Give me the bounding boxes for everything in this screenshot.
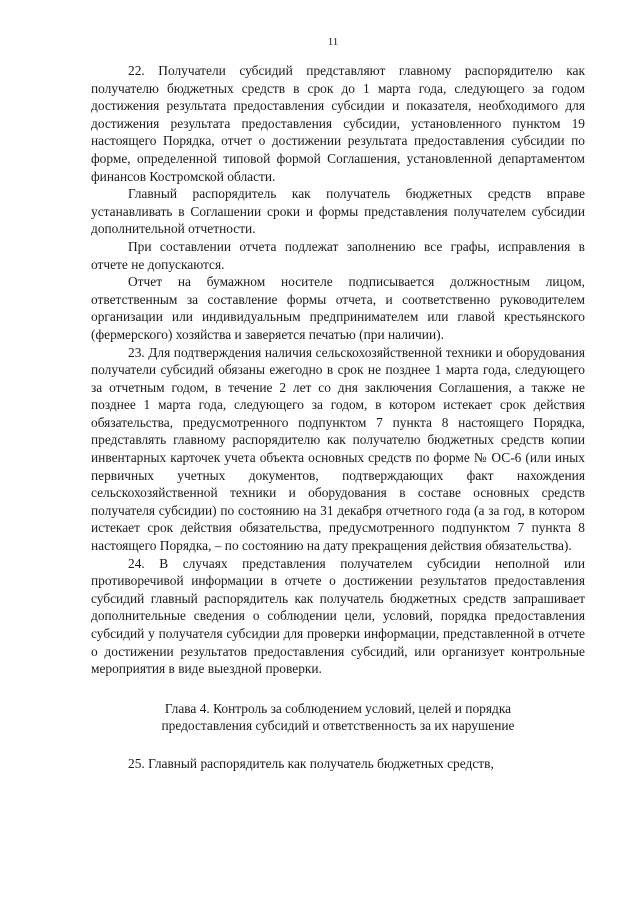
paragraph-24: 24. В случаях представления получателем субсидии неполной или противоречивой информации в отчете о достижении результатов предоставления субсидий главный распорядитель как получатель бюджетных средств запрашивает дополнительные сведения о соблюдении цели, условий, порядка предоставления субсидий у получателя субсидии для проверки информации, представленной в отчете о достижении результатов предоставления субсидий, или организует контрольные мероприятия в виде выездной проверки. <box>91 555 585 677</box>
paragraph-22-rights: Главный распорядитель как получатель бюджетных средств вправе устанавливать в Соглашении сроки и формы представления получателем субсидии дополнительной отчетности. <box>91 186 585 237</box>
chapter-heading: Глава 4. Контроль за соблюдением условий, целей и порядка предоставления субсидий и ответственность за их нарушение <box>161 700 515 734</box>
paragraph-25: 25. Главный распорядитель как получатель бюджетных средств, <box>128 755 494 771</box>
paragraph-22-signature: Отчет на бумажном носителе подписывается должностным лицом, ответственным за составление формы отчета, и соответственно руководителем организации или индивидуальным предпринимателем или главой крестьянского (фермерского) хозяйства и заверяется печатью (при наличии). <box>91 274 585 342</box>
paragraph-22-fill-rules: При составлении отчета подлежат заполнению все графы, исправления в отчете не допускаются. <box>91 238 585 272</box>
page-number: 11 <box>327 36 339 48</box>
paragraph-22: 22. Получатели субсидий представляют главному распорядителю как получателю бюджетных средств в срок до 1 марта года, следующего за годом достижения результата предоставления субсидии и показателя, необходимого для достижения результата предоставления субсидии, установленного пунктом 19 настоящего Порядка, отчет о достижении результата предоставления субсидии по форме, определенной типовой формой Соглашения, установленной департаментом финансов Костромской области. <box>91 63 585 184</box>
paragraph-23: 23. Для подтверждения наличия сельскохозяйственной техники и оборудования получатели субсидий обязаны ежегодно в срок не позднее 1 марта года, следующего за отчетным годом, в течение 2 лет со дня заключения Соглашения, а также не позднее 1 марта года, следующего за годом, в котором истекает срок действия обязательства, предусмотренного подпунктом 7 пункта 8 настоящего Порядка, представлять главному распорядителю как получателю бюджетных средств копии инвентарных карточек учета объекта основных средств по форме № ОС-6 (или иных первичных учетных документов, подтверждающих факт нахождения сельскохозяйственной техники и оборудования в составе основных средств получателя субсидии) по состоянию на 31 декабря отчетного года (а за год, в котором истекает срок действия обязательства, предусмотренного подпунктом 7 пункта 8 настоящего Порядка, – по состоянию на дату прекращения действия обязательства). <box>91 344 585 554</box>
